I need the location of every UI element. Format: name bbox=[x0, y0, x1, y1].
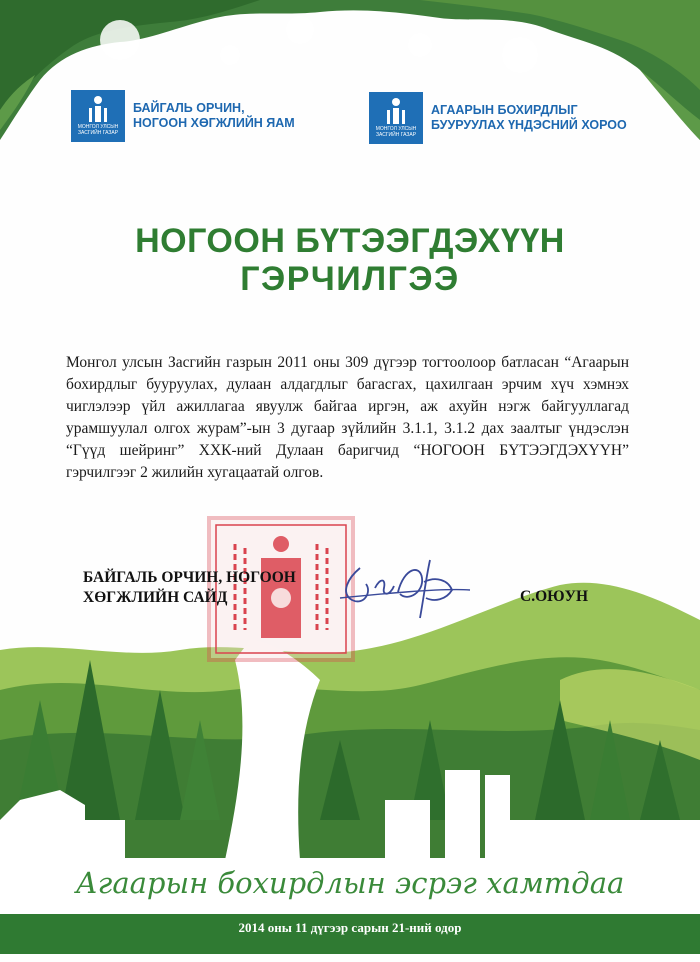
slogan: Агаарын бохирдлын эсрэг хамтдаа bbox=[75, 866, 625, 900]
emblem-caption: МОНГОЛ УЛСЫН ЗАСГИЙН ГАЗАР bbox=[375, 126, 417, 138]
certificate-title: НОГООН БҮТЭЭГДЭХҮҮН bbox=[135, 222, 565, 260]
certificate-body: Монгол улсын Засгийн газрын 2011 оны 309 дүгээр тогтоолоор батласан “Агаарын бохирдлыг бууруулах, дулаан алдагдлыг багасгах, цахилгаан эрчим хүч хэмнэх чиглэлээр үйл ажиллагаа явуулж байгаа иргэн, аж ахуйн нэгж байгууллагад урамшуулал олгох журам”-ын 3 дугаар зүйлийн 3.1.1, 3.1.2 дах заалтыг үндэслэн “Гүүд шейринг” ХХК-ний Дулаан баригчид “НОГООН БҮТЭЭГДЭХҮҮН” гэрчилгээг 2 жилийн хугацаатай олгов. bbox=[66, 354, 629, 481]
emblem-caption: МОНГОЛ УЛСЫН ЗАСГИЙН ГАЗАР bbox=[77, 124, 119, 136]
committee-name: АГААРЫН БОХИРДЛЫГ БУУРУУЛАХ ҮНДЭСНИЙ ХОРОО bbox=[431, 103, 627, 132]
soyombo-emblem-icon bbox=[71, 90, 125, 142]
soyombo-emblem-icon bbox=[369, 92, 423, 144]
committee-logo bbox=[369, 92, 627, 144]
ministry-logo bbox=[71, 90, 295, 142]
ministry-name: БАЙГАЛЬ ОРЧИН, НОГООН ХӨГЖЛИЙН ЯАМ bbox=[133, 101, 295, 130]
handwritten-signature bbox=[320, 548, 480, 620]
signer-name: С.ОЮУН bbox=[520, 588, 589, 605]
certificate-subtitle: ГЭРЧИЛГЭЭ bbox=[240, 260, 460, 298]
signer-title: БАЙГАЛЬ ОРЧИН, НОГООН ХӨГЖЛИЙН САЙД bbox=[83, 569, 296, 606]
issue-date: 2014 оны 11 дүгээр сарын 21-ний одор bbox=[238, 920, 462, 935]
